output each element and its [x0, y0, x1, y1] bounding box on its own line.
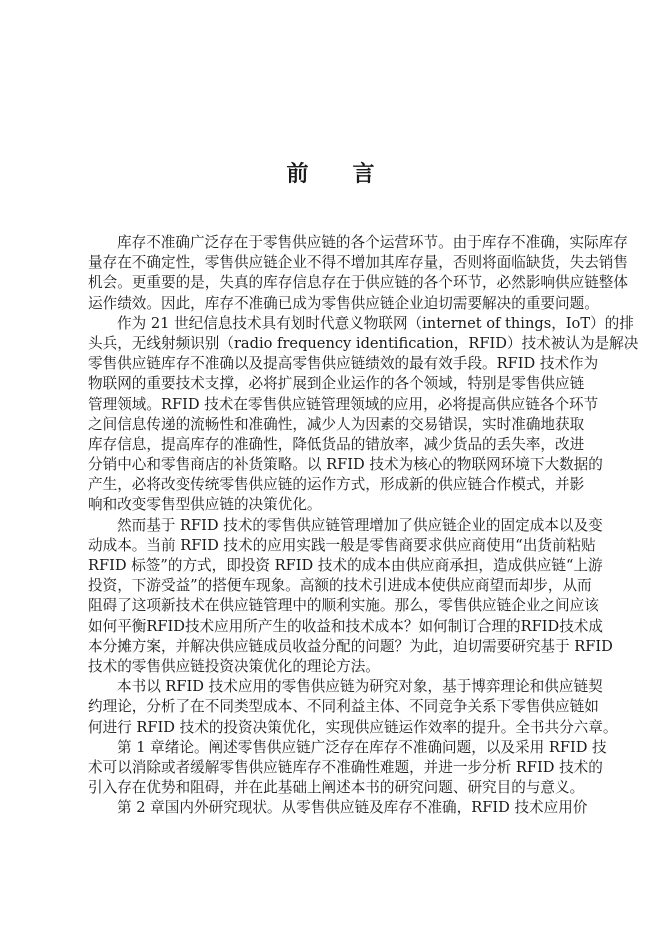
text-line: 阻碍了这项新技术在供应链管理中的顺利实施。那么，零售供应链企业之间应该: [88, 597, 599, 615]
text-line: 本分摊方案，并解决供应链成员收益分配的问题？为此，迫切需要研究基于 RFID: [88, 637, 613, 655]
text-line: 动成本。当前 RFID 技术的应用实践一般是零售商要求供应商使用“出货前粘贴: [88, 536, 596, 554]
text-line: 零售供应链库存不准确以及提高零售供应链绩效的最有效手段。RFID 技术作为: [88, 355, 599, 373]
paragraph: [88, 516, 613, 678]
text-line: 本书以 RFID 技术应用的零售供应链为研究对象，基于博弈理论和供应链契: [117, 678, 603, 696]
paragraph: [88, 738, 607, 799]
text-line: 量存在不确定性，零售供应链企业不得不增加其库存量，否则将面临缺货，失去销售: [88, 254, 628, 272]
text-line: 产生，必将改变传统零售供应链的运作方式，形成新的供应链合作模式，并影: [88, 476, 585, 494]
text-line: 管理领域。RFID 技术在零售供应链管理领域的应用，必将提高供应链各个环节: [88, 395, 599, 413]
text-line: 引入存在优势和阻碍，并在此基础上阐述本书的研究问题、研究目的与意义。: [88, 779, 585, 797]
text-line: 物联网的重要技术支撑，必将扩展到企业运作的各个领域，特别是零售供应链: [88, 375, 585, 393]
paragraph: [88, 798, 588, 818]
title-char-right: 言: [352, 161, 375, 187]
text-line: 库存不准确广泛存在于零售供应链的各个运营环节。由于库存不准确，实际库存: [117, 234, 628, 251]
paragraph: [88, 314, 639, 516]
text-line: 技术的零售供应链投资决策优化的理论方法。: [88, 657, 380, 675]
title-char-left: 前: [286, 161, 309, 187]
page-title: [0, 157, 661, 188]
text-line: 如何平衡RFID技术应用所产生的收益和技术成本？如何制订合理的RFID技术成: [88, 617, 603, 635]
text-line: 头兵，无线射频识别（radio frequency identification，RFID）技术被认为是解决: [88, 334, 639, 352]
text-line: 第 2 章国内外研究现状。从零售供应链及库存不准确，RFID 技术应用价: [117, 799, 588, 817]
text-line: 库存信息，提高库存的准确性，降低货品的错放率，减少货品的丢失率，改进: [88, 435, 585, 453]
paragraph: [88, 233, 628, 314]
text-line: 运作绩效。因此，库存不准确已成为零售供应链企业迫切需要解决的重要问题。: [88, 294, 599, 312]
text-line: 之间信息传递的流畅性和准确性，减少人为因素的交易错误，实时准确地获取: [88, 415, 585, 433]
text-line: 分销中心和零售商店的补货策略。以 RFID 技术为核心的物联网环境下大数据的: [88, 456, 603, 474]
body-text: [88, 233, 639, 818]
text-line: RFID 标签”的方式，即投资 RFID 技术的成本由供应商承担，造成供应链“上游: [88, 557, 603, 574]
text-line: 约理论，分析了在不同类型成本、不同利益主体、不同竞争关系下零售供应链如: [88, 698, 599, 716]
paragraph: [88, 677, 618, 738]
text-line: 第 1 章绪论。阐述零售供应链广泛存在库存不准确问题，以及采用 RFID 技: [117, 738, 607, 756]
text-line: 响和改变零售型供应链的决策优化。: [88, 496, 322, 514]
text-line: 作为 21 世纪信息技术具有划时代意义物联网（internet of things，IoT）的排: [117, 314, 634, 332]
text-line: 投资，下游受益”的搭便车现象。高额的技术引进成本使供应商望而却步，从而: [88, 577, 592, 595]
text-line: 机会。更重要的是，失真的库存信息存在于供应链的各个环节，必然影响供应链整体: [88, 274, 628, 292]
text-line: 术可以消除或者缓解零售供应链库存不准确性难题，并进一步分析 RFID 技术的: [88, 758, 603, 776]
text-line: 何进行 RFID 技术的投资决策优化，实现供应链运作效率的提升。全书共分六章。: [88, 718, 618, 736]
text-line: 然而基于 RFID 技术的零售供应链管理增加了供应链企业的固定成本以及变: [117, 516, 603, 534]
